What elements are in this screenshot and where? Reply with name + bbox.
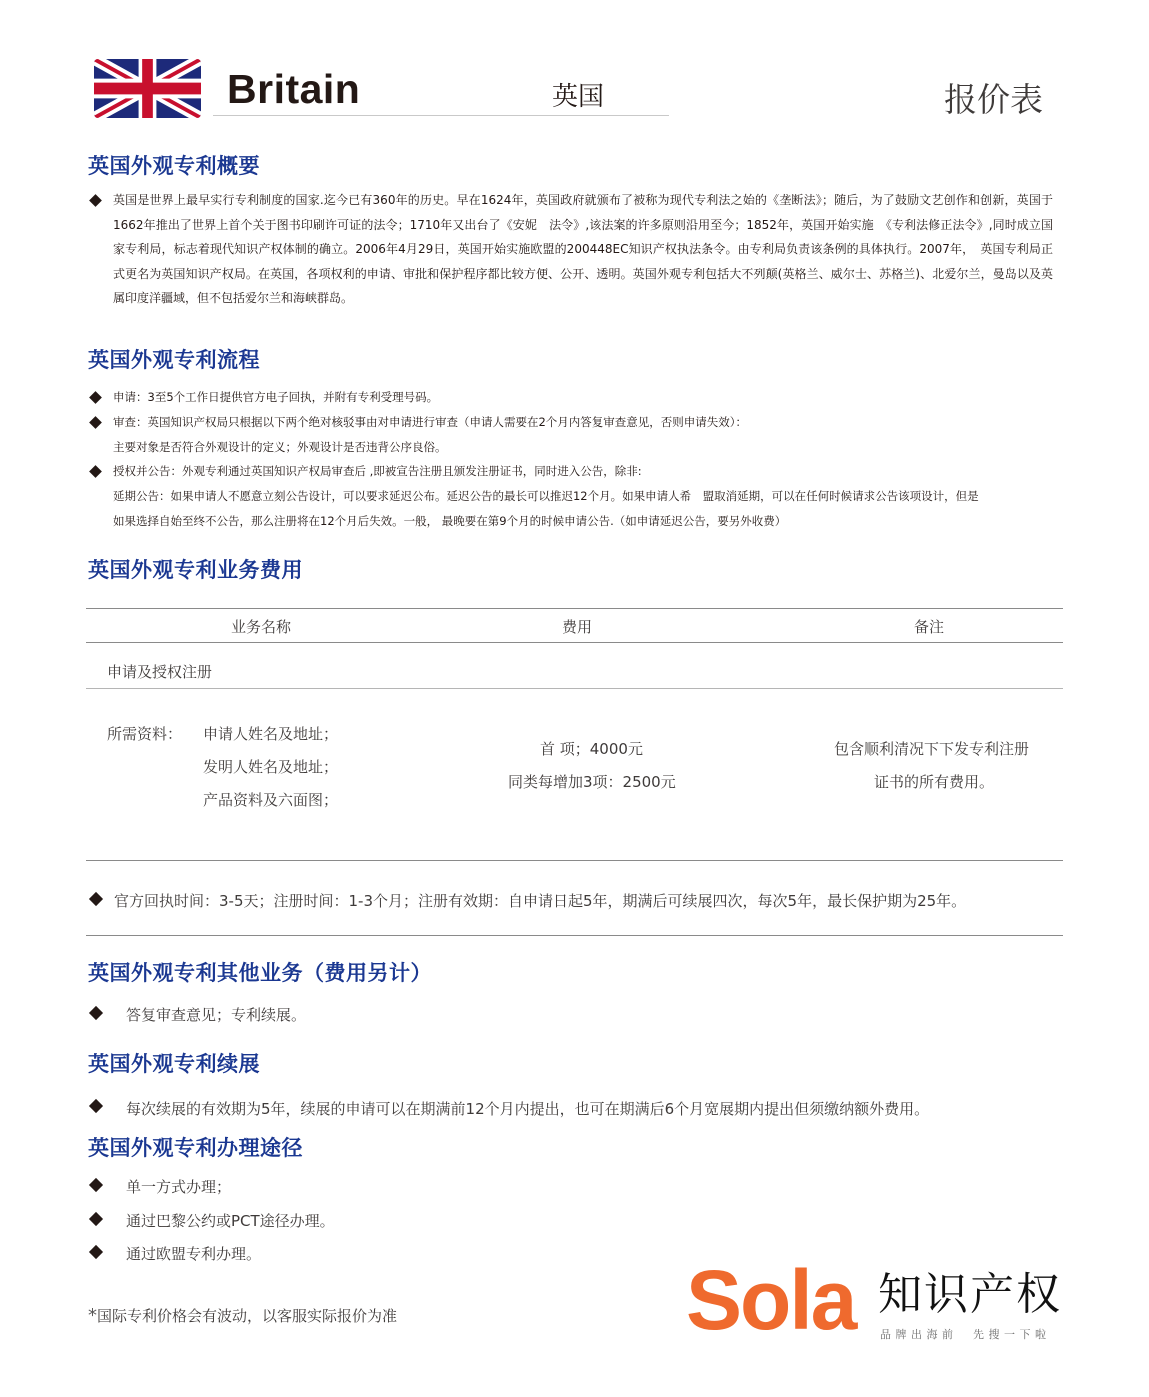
asterisk: * bbox=[88, 1305, 97, 1326]
brand-chinese-title: 英国 bbox=[552, 82, 605, 112]
material-item: 申请人姓名及地址； bbox=[203, 725, 339, 743]
section-title-fees: 英国外观专利业务费用 bbox=[88, 558, 303, 582]
price-disclaimer-text: 国际专利价格会有波动，以客服实际报价为准 bbox=[97, 1307, 398, 1325]
bullet-diamond-icon bbox=[89, 416, 102, 429]
logo-slogan: 品牌出海前 先搜一下啦 bbox=[880, 1328, 1051, 1341]
table-section-rule bbox=[86, 688, 1063, 689]
bullet-diamond-icon bbox=[89, 892, 103, 906]
process-line-apply: 申请：3至5个工作日提供官方电子回执，并附有专利受理号码。 bbox=[113, 390, 439, 404]
document-title: 报价表 bbox=[944, 80, 1043, 119]
material-item: 产品资料及六面图； bbox=[203, 791, 339, 809]
table-bottom-rule bbox=[86, 860, 1063, 861]
bullet-diamond-icon bbox=[89, 194, 102, 207]
bullet-diamond-icon bbox=[89, 391, 102, 404]
process-line-exam-detail: 主要对象是否符合外观设计的定义；外观设计是否违背公序良俗。 bbox=[113, 440, 447, 454]
material-item: 发明人姓名及地址； bbox=[203, 758, 339, 776]
renewal-item: 每次续展的有效期为5年，续展的申请可以在期满前12个月内提出，也可在期满后6个月宽展期内提出但须缴纳额外费用。 bbox=[126, 1100, 930, 1118]
process-line-deferral-cont: 如果选择自始至终不公告，那么注册将在12个月后失效。一般， 最晚要在第9个月的时候申请公告.（如申请延迟公告，要另外收费） bbox=[113, 514, 787, 528]
bullet-diamond-icon bbox=[89, 465, 102, 478]
fee-additional-items: 同类每增加3项：2500元 bbox=[508, 773, 676, 791]
section-title-overview: 英国外观专利概要 bbox=[88, 154, 260, 178]
bullet-diamond-icon bbox=[89, 1245, 103, 1259]
union-jack-flag-icon bbox=[94, 59, 201, 118]
table-header-rule bbox=[86, 642, 1063, 643]
channel-item: 单一方式办理； bbox=[126, 1178, 232, 1196]
section-title-process: 英国外观专利流程 bbox=[88, 348, 260, 372]
bullet-diamond-icon bbox=[89, 1178, 103, 1192]
section-divider bbox=[86, 935, 1063, 936]
section-title-renewal: 英国外观专利续展 bbox=[88, 1052, 260, 1076]
process-line-exam: 审查：英国知识产权局只根据以下两个绝对核驳事由对申请进行审查（申请人需要在2个月内答复审查意见，否则申请失效）： bbox=[113, 415, 748, 429]
section-title-channels: 英国外观专利办理途径 bbox=[88, 1136, 303, 1160]
process-line-grant: 授权并公告：外观专利通过英国知识产权局审查后 ,即被宣告注册且颁发注册证书，同时进入公告，除非: bbox=[113, 464, 642, 478]
sola-logo: Sola bbox=[686, 1253, 856, 1347]
other-item: 答复审查意见；专利续展。 bbox=[126, 1006, 307, 1024]
price-disclaimer bbox=[88, 1305, 397, 1326]
section-title-other: 英国外观专利其他业务（费用另计） bbox=[88, 961, 432, 985]
remark-line: 证书的所有费用。 bbox=[874, 773, 995, 791]
table-top-rule bbox=[86, 608, 1063, 609]
column-header-service: 业务名称 bbox=[231, 618, 292, 636]
fee-first-item: 首 项；4000元 bbox=[540, 740, 643, 758]
timeline-note: 官方回执时间：3-5天；注册时间：1-3个月；注册有效期：自申请日起5年，期满后可续展四次，每次5年，最长保护期为25年。 bbox=[114, 892, 967, 910]
materials-label: 所需资料： bbox=[107, 725, 183, 743]
column-header-fee: 费用 bbox=[562, 618, 593, 636]
channel-item: 通过巴黎公约或PCT途径办理。 bbox=[126, 1212, 335, 1230]
column-header-remark: 备注 bbox=[914, 618, 945, 636]
logo-chinese-name: 知识产权 bbox=[878, 1269, 1062, 1320]
remark-line: 包含顺利清况下下发专利注册 bbox=[834, 740, 1030, 758]
bullet-diamond-icon bbox=[89, 1006, 103, 1020]
overview-paragraph: 英国是世界上最早实行专利制度的国家.迄今已有360年的历史。早在1624年，英国政府就颁布了被称为现代专利法之始的《垄断法》；随后，为了鼓励文艺创作和创新，英国于1662年推出了世界上首个关于图书印刷许可证的法令；1710年又出台了《安妮 法令》,该法案的许多原则沿用至今；1852年，英国开始实施 《专利法修正法令》,同时成立国家专利局，标志着现代知识产权体制的确立。2006年4月29日，英国开始实施欧盟的200448EC知识产权执法条令。由专利局负责该条例的具体执行。2007年， 英国专利局正式更名为英国知识产权局。在英国，各项权利的申请、审批和保护程序都比较方便、公开、透明。英国外观专利包括大不列颠(英格兰、威尔士、苏格兰)、北爱尔兰，曼岛以及英属印度洋疆域，但不包括爱尔兰和海峡群岛。 bbox=[113, 193, 1053, 306]
channel-item: 通过欧盟专利办理。 bbox=[126, 1245, 262, 1263]
bullet-diamond-icon bbox=[89, 1212, 103, 1226]
table-section-row: 申请及授权注册 bbox=[107, 663, 213, 681]
bullet-diamond-icon bbox=[89, 1099, 103, 1113]
header-divider bbox=[213, 115, 669, 116]
process-line-deferral: 延期公告：如果申请人不愿意立刻公告设计，可以要求延迟公布。延迟公告的最长可以推迟12个月。如果申请人希 盟取消延期，可以在任何时候请求公告该项设计，但是 bbox=[113, 489, 979, 503]
brand-english-title: Britain bbox=[227, 66, 361, 112]
